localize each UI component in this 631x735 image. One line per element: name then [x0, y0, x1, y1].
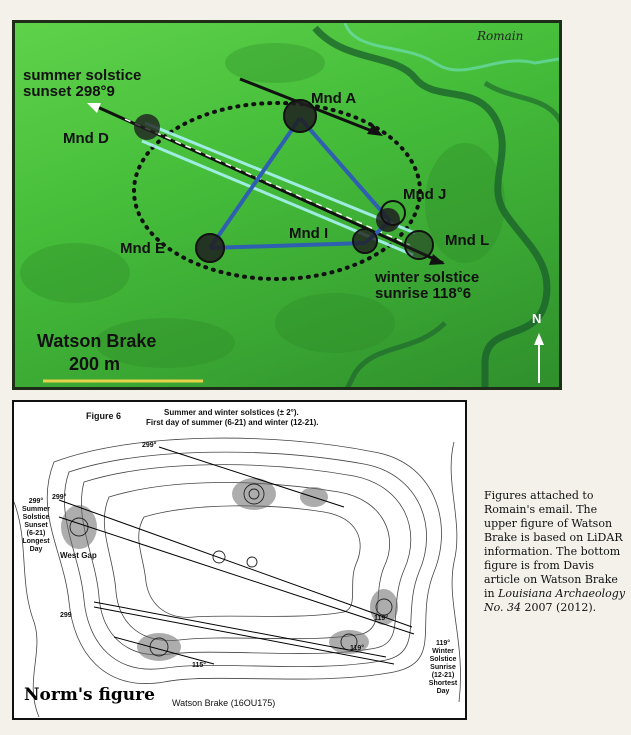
figure-footer: Watson Brake (16OU175)	[172, 698, 276, 708]
figure-subtitle: First day of summer (6-21) and winter (12-21).	[146, 418, 319, 427]
angle-299-top: 299°	[142, 442, 157, 449]
winter-solstice-label: winter solstice sunrise 118°6	[375, 269, 480, 302]
west-gap-label: West Gap	[60, 551, 97, 560]
mound-j-label: Mnd J	[403, 186, 447, 203]
angle-119-low: 119°	[350, 645, 365, 652]
credit-label: Romain	[477, 29, 524, 43]
winter-solstice-caption: 119° Winter Solstice Sunrise (12-21) Shortest Day	[428, 640, 458, 695]
mound-a-label: Mnd A	[311, 90, 357, 107]
norms-figure-label: Norm's figure	[24, 685, 155, 705]
north-label: N	[532, 311, 542, 326]
mound-d-label: Mnd D	[63, 130, 109, 147]
figure-number: Figure 6	[86, 411, 122, 421]
contour-figure	[12, 400, 467, 720]
summer-solstice-label: summer solstice sunset 298°9	[23, 67, 142, 100]
lidar-map	[12, 20, 562, 390]
mound-i-label: Mnd I	[289, 225, 329, 242]
site-label: Watson Brake	[37, 331, 157, 351]
caption-note	[484, 489, 629, 615]
summer-solstice-caption: 299° Summer Solstice Sunset (6-21) Longest Day	[21, 498, 50, 553]
mound-l-label: Mnd L	[445, 232, 490, 249]
caption-journal: Louisiana Archaeology No. 34	[484, 587, 626, 614]
figure-title: Summer and winter solstices (± 2°).	[164, 408, 299, 417]
angle-119-mid: 119°	[374, 615, 389, 622]
scale-label: 200 m	[69, 354, 121, 374]
angle-115: 115°	[192, 662, 207, 669]
caption-text-b: 2007 (2012).	[521, 601, 597, 614]
caption-text-a: Figures attached to Romain's email. The upper figure of Watson Brake is based on LiDAR information. The bottom figure is from Davis article on Watson Brake in	[484, 489, 623, 600]
mound-e-label: Mnd E	[120, 240, 165, 257]
angle-299-low: 299	[60, 612, 72, 619]
contour-map	[14, 402, 467, 720]
angle-299-mid: 299°	[52, 494, 67, 501]
